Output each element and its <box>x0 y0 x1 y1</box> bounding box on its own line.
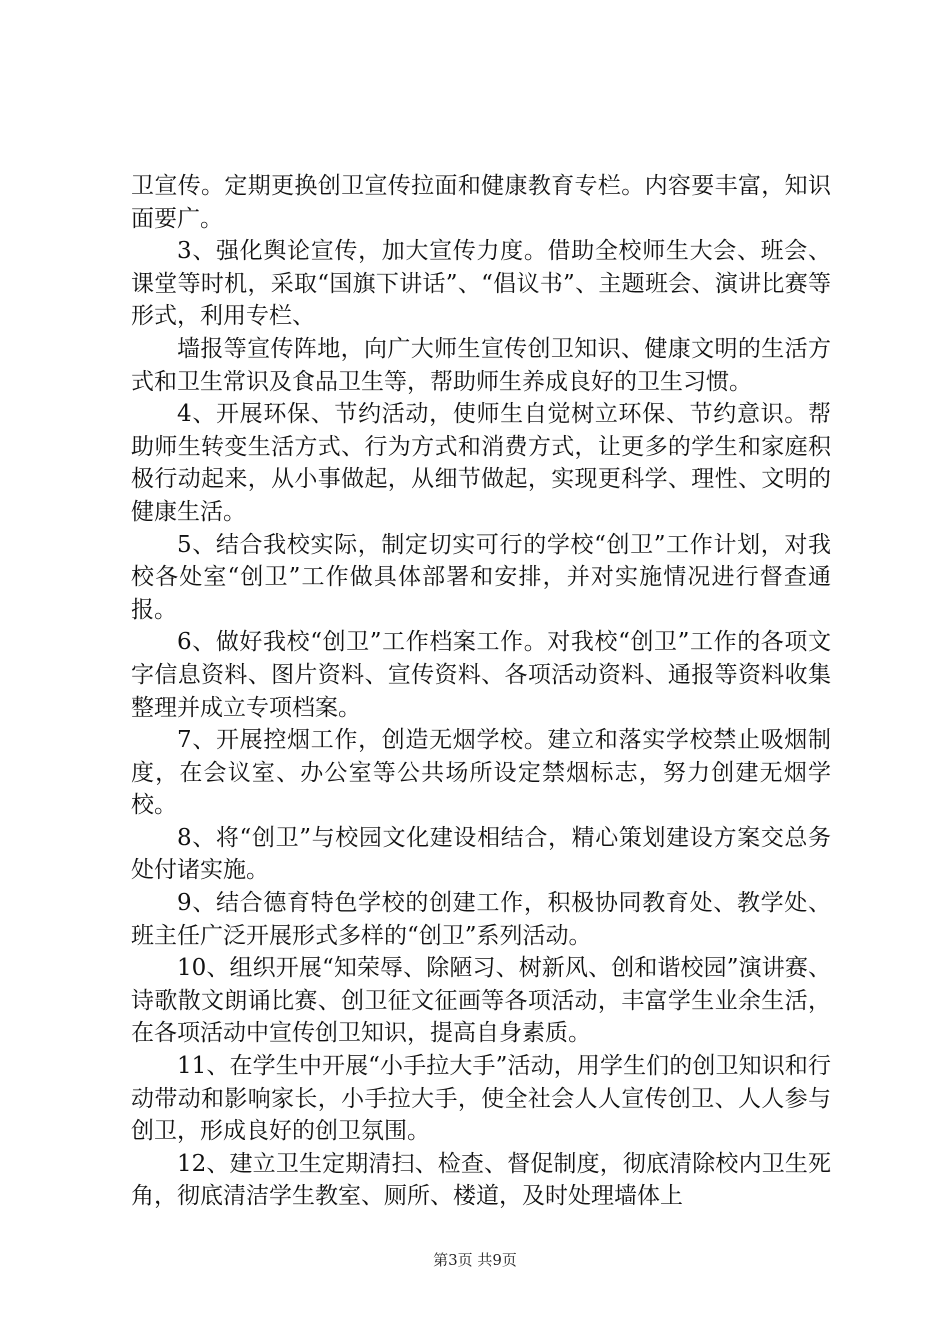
paragraph-item-11: 11、在学生中开展“小手拉大手”活动，用学生们的创卫知识和行动带动和影响家长，小手拉大手，使全社会人人宣传创卫、人人参与创卫，形成良好的创卫氛围。 <box>131 1053 831 1145</box>
paragraph-item-3: 3、强化舆论宣传，加大宣传力度。借助全校师生大会、班会、课堂等时机，采取“国旗下讲话”、“倡议书”、主题班会、演讲比赛等形式，利用专栏、 <box>131 238 831 330</box>
paragraph-item-12: 12、建立卫生定期清扫、检查、督促制度，彻底清除校内卫生死角，彻底清洁学生教室、厕所、楼道，及时处理墙体上 <box>131 1150 831 1210</box>
paragraph-item-9: 9、结合德育特色学校的创建工作，积极协同教育处、教学处、班主任广泛开展形式多样的“创卫”系列活动。 <box>131 890 831 949</box>
paragraph-item-5: 5、结合我校实际，制定切实可行的学校“创卫”工作计划，对我校各处室“创卫”工作做具体部署和安排，并对实施情况进行督查通报。 <box>131 531 831 623</box>
paragraph-item-10: 10、组织开展“知荣辱、除陋习、树新风、创和谐校园”演讲赛、诗歌散文朗诵比赛、创卫征文征画等各项活动，丰富学生业余生活，在各项活动中宣传创卫知识，提高自身素质。 <box>131 955 831 1047</box>
page-number-footer: 第3页 共9页 <box>433 1251 517 1269</box>
paragraph-item-6: 6、做好我校“创卫”工作档案工作。对我校“创卫”工作的各项文字信息资料、图片资料、宣传资料、各项活动资料、通报等资料收集整理并成立专项档案。 <box>131 629 831 721</box>
paragraph-item-8: 8、将“创卫”与校园文化建设相结合，精心策划建设方案交总务处付诸实施。 <box>131 824 831 884</box>
paragraph-item-3-cont: 墙报等宣传阵地，向广大师生宣传创卫知识、健康文明的生活方式和卫生常识及食品卫生等，帮助师生养成良好的卫生习惯。 <box>131 335 831 395</box>
paragraph-continuation: 卫宣传。定期更换创卫宣传拉面和健康教育专栏。内容要丰富，知识面要广。 <box>131 173 831 232</box>
paragraph-item-7: 7、开展控烟工作，创造无烟学校。建立和落实学校禁止吸烟制度，在会议室、办公室等公共场所设定禁烟标志，努力创建无烟学校。 <box>131 727 831 819</box>
paragraph-item-4: 4、开展环保、节约活动，使师生自觉树立环保、节约意识。帮助师生转变生活方式、行为方式和消费方式，让更多的学生和家庭积极行动起来，从小事做起，从细节做起，实现更科学、理性、文明的健康生活。 <box>131 401 831 525</box>
body-text <box>131 170 831 1213</box>
